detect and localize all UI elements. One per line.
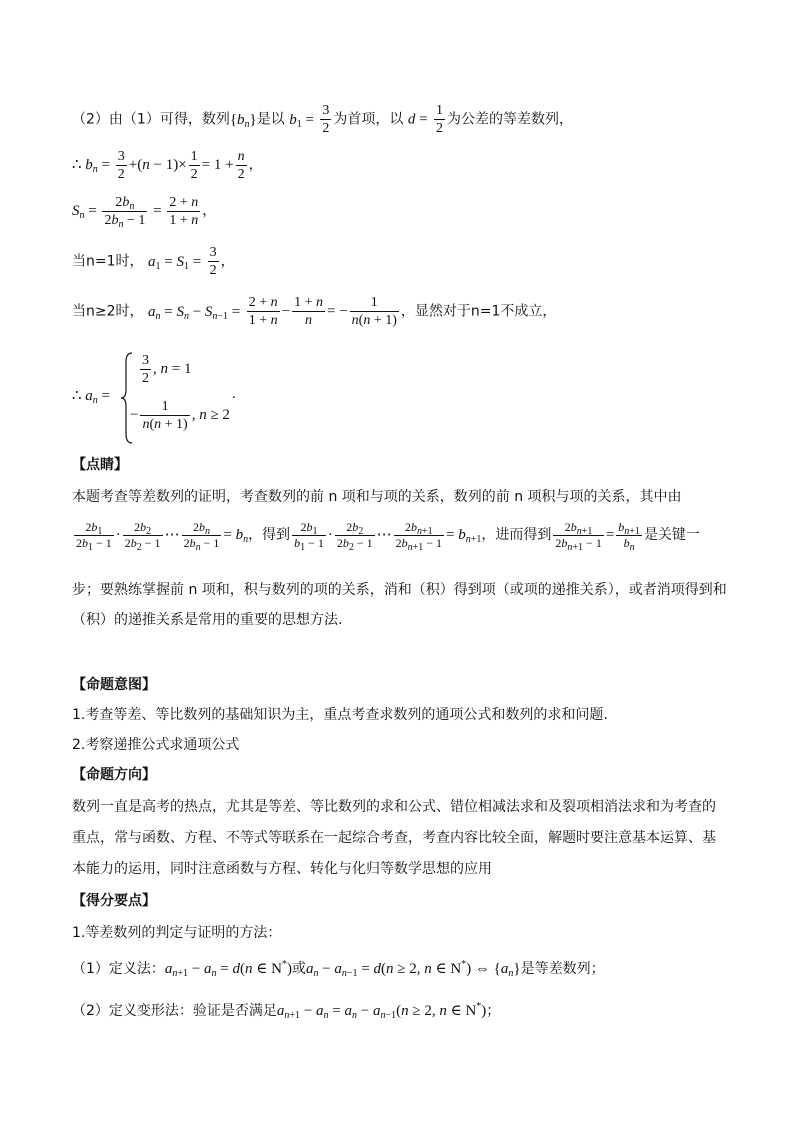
paragraph-line: 本能力的运用，同时注意函数与方程、转化与化归等数学思想的应用 (72, 861, 492, 877)
solution-line-3: $S_n$ = $\frac{2b_n}{2b_n - 1}$ = $\frac{2 + n}{1 + n}$ ， (72, 195, 217, 230)
document-page: （2）由（1）可得，数列$\{b_n\}$是以 $b_1$ = $\frac{3}{2}$ 为首项，以 d = $\frac{1}{2}$ 为公差的等差数列， ∴ $b_n$ = $\frac{3}{2}$ +(n − 1)× $\frac{1}{2}$ = 1 + $\frac{n}{2}$ ， $S_n$ = $\frac{2b_n}{2b_n - 1}$ = $\frac{2 + n}{1 + n}$ ， 当n=1时， $a_1 = S_1$ = $\frac{3}{2}$ ， 当n≥2时， $a_n = S_n - S_{n-1}$ = $\frac{2 + n}{1 + n}$ − $\frac{1 + n}{n}$ = − $\frac{1}{n(n + 1)}$ ，显然对于n=1不成立， ∴ $a_n$ = $\frac{3}{2}$ , n = 1 − $\frac{1}{n(n + 1)}$ , n ≥ 2 . 【点睛】 本题考查等差数列的证明，考查数列的前 n 项和与项的关系，数列的前 n 项积与项的关系，其中由 $\frac{2b_1}{2b_1 - 1}$ · $\frac{2b_2}{2b_2 - 1}$ ⋯ $\frac{2b_n}{2b_n - 1}$ = $b_n$，得到 $\frac{2b_1}{b_1 - 1}$ · $\frac{2b_2}{2b_2 - 1}$ ⋯ $\frac{2b_{n+1}}{2b_{n+1} - 1}$ = $b_{n+1}$，进而得到 $\frac{2b_{n+1}}{2b_{n+1} - 1}$ = $\frac{b_{n+1}}{b_n}$ 是关键一 步；要熟练掌握前 n 项和，积与数列的项的关系，消和（积）得到项（或项的递推关系），或者消项得到和 （积）的递推关系是常用的重要的思想方法. 【命题意图】 1.考查等差、等比数列的基础知识为主，重点考查求数列的通项公式和数列的求和问题. 2.考察递推公式求通项公式 【命题方向】 数列一直是高考的热点，尤其是等差、等比数列的求和公式、错位相减法求和及裂项相消法求和为考查的 重点，常与函数、方程、不等式等联系在一起综合考查，考查内容比较全面，解题时要注意基本运算、基 本能力的运用，同时注意函数与方程、转化与化归等数学思想的应用 【得分要点】 1.等差数列的判定与证明的方法： （1）定义法：$a_{n+1} - a_n = d(n$ ∈ N*)或$a_n - a_{n-1} = d(n \ge 2$, n ∈ N*) ⇔ $\{a_n\}$是等差数列； （2）定义变形法：验证是否满足$a_{n+1} - a_n = a_n - a_{n-1}(n \ge 2$, n ∈ N*)； (72, 103, 727, 1021)
text: 为公差的等差数列， (446, 111, 573, 128)
paragraph-line: 数列一直是高考的热点，尤其是等差、等比数列的求和公式、错位相减法求和及裂项相消法求和为考查的 (72, 799, 716, 815)
text: （2）由（1）可得，数列 (72, 111, 230, 128)
section-heading-defen: 【得分要点】 (72, 893, 156, 909)
math: d = (407, 111, 428, 128)
math: $b_1$ = (289, 111, 314, 130)
list-item: 1.考查等差、等比数列的基础知识为主，重点考查求数列的通项公式和数列的求和问题. (72, 707, 608, 723)
solution-line-5: 当n≥2时， $a_n = S_n - S_{n-1}$ = $\frac{2 + n}{1 + n}$ − $\frac{1 + n}{n}$ = − $\frac{1}{n(n + 1)}$ ，显然对于n=1不成立， (72, 295, 557, 328)
paragraph-line: 重点，常与函数、方程、不等式等联系在一起综合考查，考查内容比较全面，解题时要注意基本运算、基 (72, 830, 716, 846)
solution-line-2: ∴ $b_n$ = $\frac{3}{2}$ +(n − 1)× $\frac{1}{2}$ = 1 + $\frac{n}{2}$ ， (72, 149, 263, 182)
formula-line: $\frac{2b_1}{2b_1 - 1}$ · $\frac{2b_2}{2b_2 - 1}$ ⋯ $\frac{2b_n}{2b_n - 1}$ = $b_n$，得到 $\frac{2b_1}{b_1 - 1}$ · $\frac{2b_2}{2b_2 - 1}$ ⋯ $\frac{2b_{n+1}}{2b_{n+1} - 1}$ = $b_{n+1}$，进而得到 $\frac{2b_{n+1}}{2b_{n+1} - 1}$ = $\frac{b_{n+1}}{b_n}$ 是关键一 (76, 520, 700, 553)
list-item: 1.等差数列的判定与证明的方法： (72, 925, 282, 941)
fraction: $\frac{3}{2}$ (322, 103, 330, 136)
section-heading-dianjing: 【点睛】 (72, 457, 128, 473)
solution-line-1 (72, 102, 573, 137)
paragraph-line: （积）的递推关系是常用的重要的思想方法. (72, 612, 343, 628)
paragraph-line: 本题考查等差数列的证明，考查数列的前 n 项和与项的关系，数列的前 n 项积与项的关系，其中由 (72, 489, 682, 505)
paragraph-line: 步；要熟练掌握前 n 项和，积与数列的项的关系，消和（积）得到项（或项的递推关系），或者消项得到和 (72, 582, 727, 598)
section-heading-mingti-fangxiang: 【命题方向】 (72, 767, 156, 783)
list-item: 2.考察递推公式求通项公式 (72, 737, 240, 753)
math: $\{b_n\}$ (229, 111, 257, 130)
text: 为首项，以 (333, 111, 404, 128)
solution-line-4: 当n=1时， $a_1 = S_1$ = $\frac{3}{2}$ ， (72, 245, 235, 278)
definition-line-2: （2）定义变形法：验证是否满足$a_{n+1} - a_n = a_n - a_{n-1}(n \ge 2$, n ∈ N*)； (72, 1001, 501, 1021)
section-heading-mingti-yitu: 【命题意图】 (72, 677, 156, 693)
text: 是以 (256, 111, 285, 128)
definition-line-1: （1）定义法：$a_{n+1} - a_n = d(n$ ∈ N*)或$a_n - a_{n-1} = d(n \ge 2$, n ∈ N*) ⇔ $\{a_n\}$是等差数列； (72, 959, 605, 979)
fraction: $\frac{1}{2}$ (435, 103, 443, 136)
